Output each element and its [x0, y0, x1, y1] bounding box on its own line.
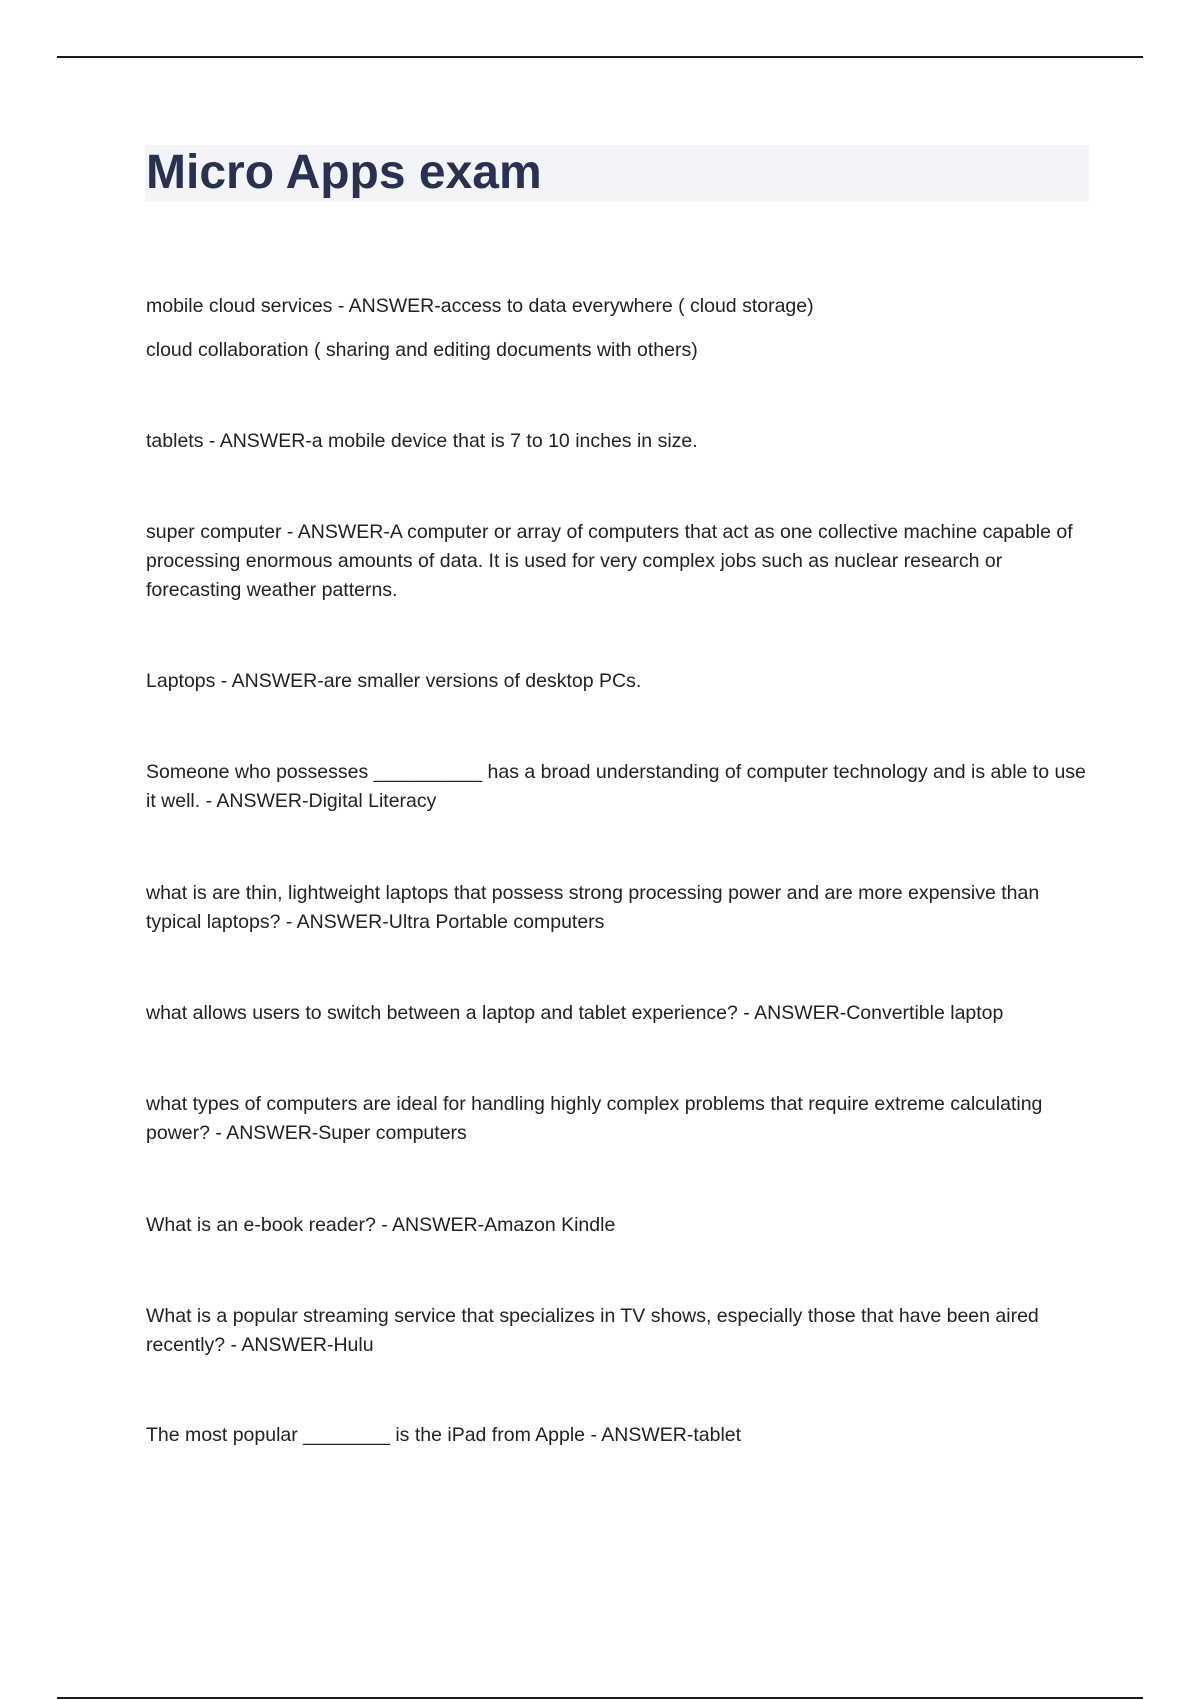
qa-entry-cloud-collaboration: cloud collaboration ( sharing and editing documents with others) [146, 339, 698, 361]
qa-entry-ultra-portable: what is are thin, lightweight laptops that possess strong processing power and are more expensive than typical laptops? - ANSWER-Ultra Portable computers [146, 882, 1040, 933]
qa-entry-convertible-laptop: what allows users to switch between a laptop and tablet experience? - ANSWER-Convertible laptop [146, 1002, 1004, 1024]
qa-entry-popular-tablet: The most popular ________ is the iPad from Apple - ANSWER-tablet [146, 1424, 742, 1446]
qa-entry-super-computers: what types of computers are ideal for handling highly complex problems that require extreme calculating power? - ANSWER-Super computers [146, 1093, 1043, 1144]
qa-entry-digital-literacy: Someone who possesses __________ has a broad understanding of computer technology and is able to use it well. - ANSWER-Digital Literacy [146, 761, 1086, 812]
qa-entry-tablets: tablets - ANSWER-a mobile device that is 7 to 10 inches in size. [146, 430, 698, 452]
qa-entry-e-book-reader: What is an e-book reader? - ANSWER-Amazon Kindle [146, 1214, 616, 1236]
top-rule [57, 56, 1143, 58]
qa-entry-laptops: Laptops - ANSWER-are smaller versions of desktop PCs. [146, 670, 642, 692]
qa-entry-mobile-cloud-services: mobile cloud services - ANSWER-access to data everywhere ( cloud storage) [146, 295, 814, 317]
qa-entry-super-computer: super computer - ANSWER-A computer or array of computers that act as one collective machine capable of processing enormous amounts of data. It is used for very complex jobs such as nuclear research or forecasting weather patterns. [146, 521, 1073, 601]
qa-entry-streaming-service: What is a popular streaming service that specializes in TV shows, especially those that have been aired recently? - ANSWER-Hulu [146, 1305, 1039, 1356]
document-title: Micro Apps exam [146, 146, 542, 199]
bottom-rule [57, 1697, 1143, 1699]
